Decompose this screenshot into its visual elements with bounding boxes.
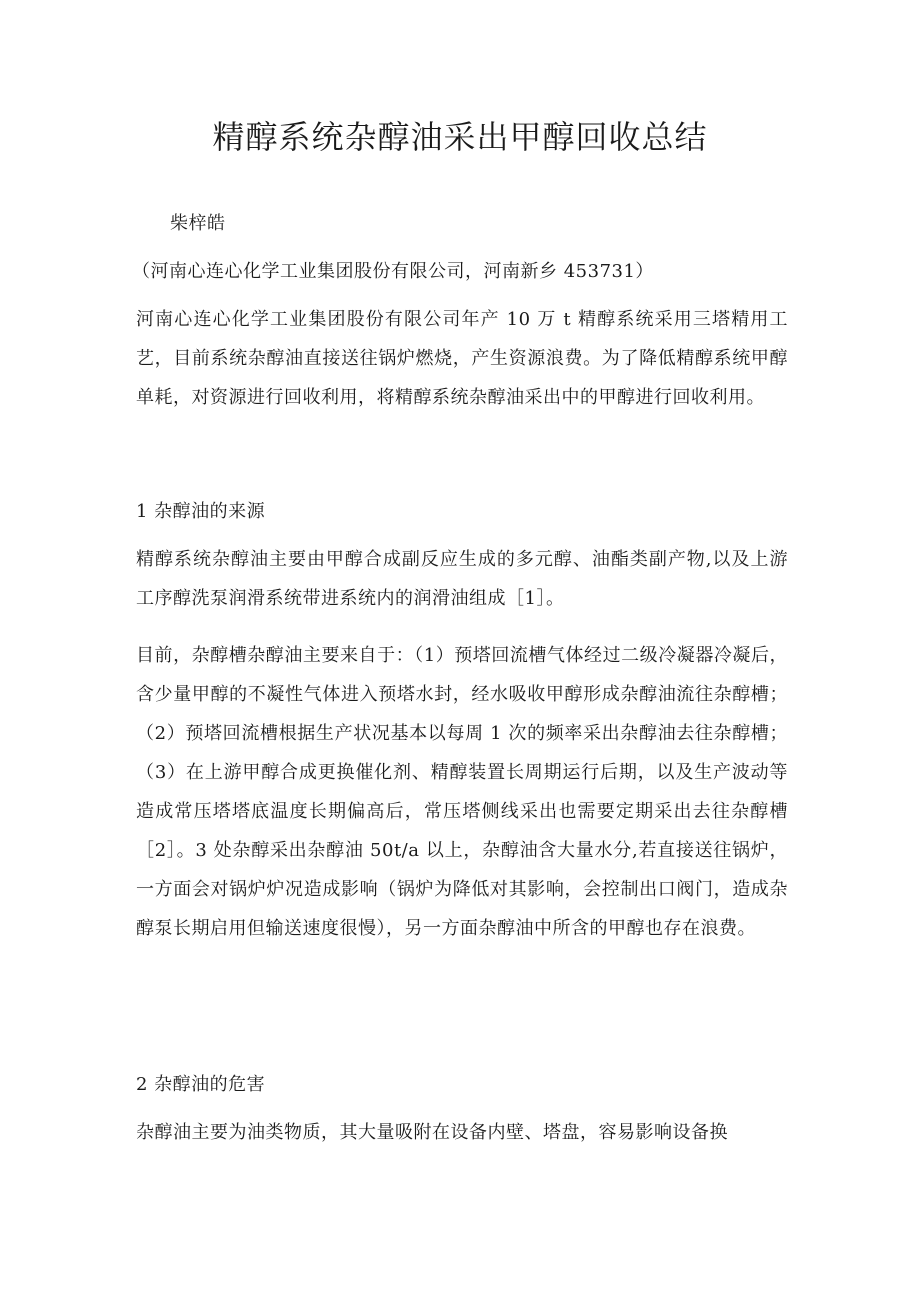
section-1-paragraph-1: 精醇系统杂醇油主要由甲醇合成副反应生成的多元醇、油酯类副产物,以及上游工序醇洗泵润滑系统带进系统内的润滑油组成［1］。	[136, 549, 788, 609]
author-affiliation: （河南心连心化学工业集团股份有限公司，河南新乡 453731）	[132, 261, 654, 282]
section-2-heading: 2 杂醇油的危害	[136, 1074, 266, 1095]
section-1-paragraph-2: 目前，杂醇槽杂醇油主要来自于：（1）预塔回流槽气体经过二级冷凝器冷凝后，含少量甲醇的不凝性气体进入预塔水封，经水吸收甲醇形成杂醇油流往杂醇槽；（2）预塔回流槽根据生产状况基本以每周 1 次的频率采出杂醇油去往杂醇槽；（3）在上游甲醇合成更换催化剂、精醇装置长周期运行后期，以及生产波动等造成常压塔塔底温度长期偏高后，常压塔侧线采出也需要定期采出去往杂醇槽［2］。3 处杂醇采出杂醇油 50t/a 以上，杂醇油含大量水分,若直接送往锅炉，一方面会对锅炉炉况造成影响（锅炉为降低对其影响，会控制出口阀门，造成杂醇泵长期启用但输送速度很慢），另一方面杂醇油中所含的甲醇也存在浪费。	[136, 645, 788, 939]
author-name: 柴梓皓	[170, 213, 226, 234]
section-1-heading: 1 杂醇油的来源	[136, 501, 266, 522]
section-2-paragraph-1: 杂醇油主要为油类物质，其大量吸附在设备内壁、塔盘，容易影响设备换	[136, 1122, 728, 1143]
intro-paragraph: 河南心连心化学工业集团股份有限公司年产 10 万 t 精醇系统采用三塔精用工艺，目前系统杂醇油直接送往锅炉燃烧，产生资源浪费。为了降低精醇系统甲醇单耗，对资源进行回收利用，将精醇系统杂醇油采出中的甲醇进行回收利用。	[136, 309, 788, 408]
document-title: 精醇系统杂醇油采出甲醇回收总结	[212, 118, 708, 156]
